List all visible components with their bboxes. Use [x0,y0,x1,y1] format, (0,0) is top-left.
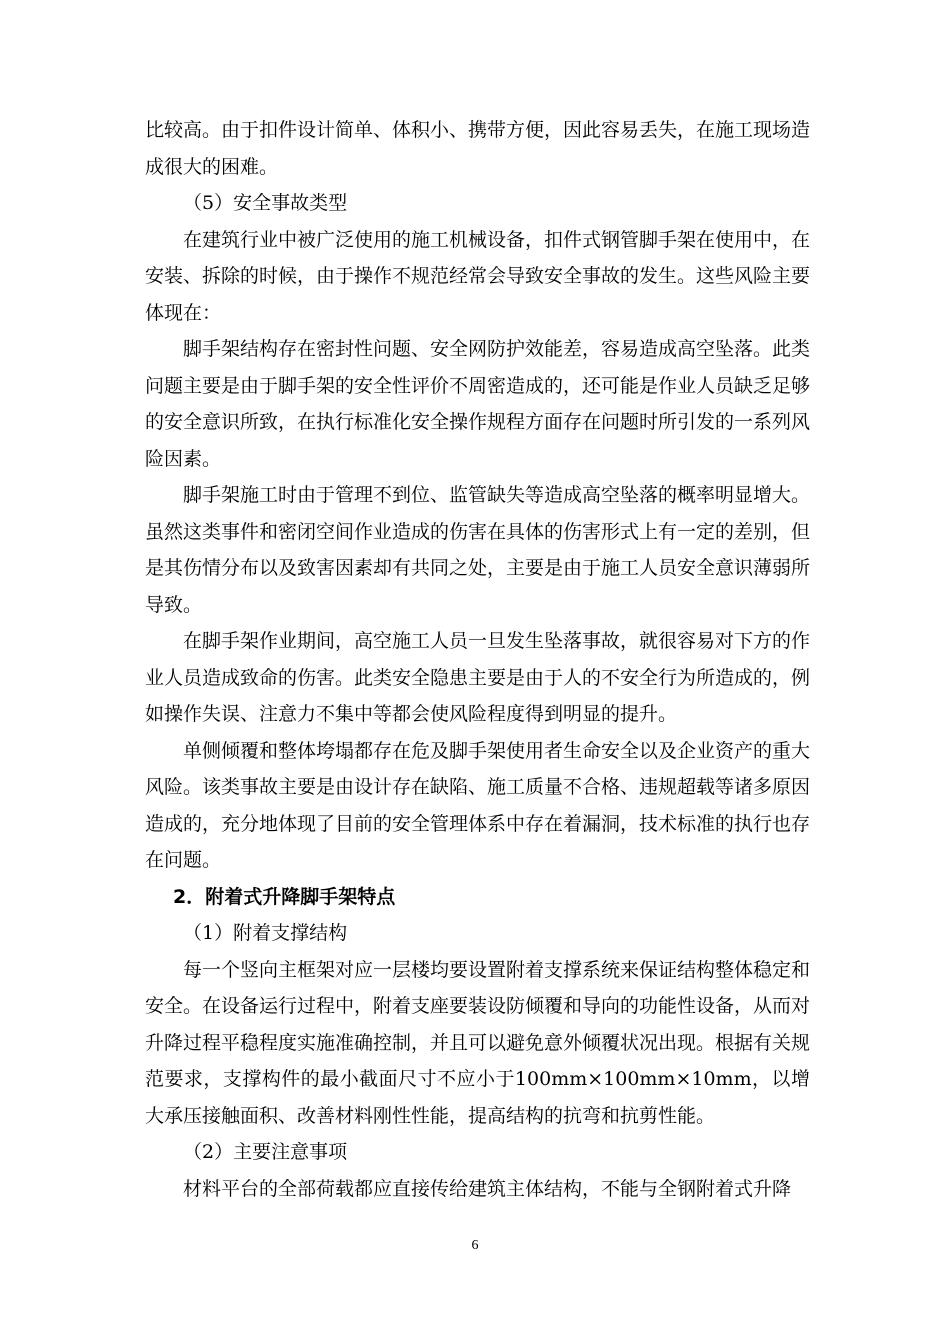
paragraph-continued: 比较高。由于扣件设计简单、体积小、携带方便，因此容易丢失，在施工现场造成很大的困难。 [145,119,811,178]
page-body [145,112,810,1207]
subheading-accident-types: （5）安全事故类型 [183,192,348,214]
paragraph-risk-sealing: 脚手架结构存在密封性问题、安全网防护效能差，容易造成高空坠落。此类问题主要是由于脚手架的安全性评价不周密造成的，还可能是作业人员缺乏足够的安全意识所致，在执行标准化安全操作规程方面存在问题时所引发的一系列风险因素。 [145,338,811,470]
paragraph-risk-collapse: 单侧倾覆和整体垮塌都存在危及脚手架使用者生命安全以及企业资产的重大风险。该类事故主要是由设计存在缺陷、施工质量不合格、违规超载等诸多原因造成的，充分地体现了目前的安全管理体系中存在着漏洞，技术标准的执行也存在问题。 [145,739,811,871]
subheading-support-structure: （1）附着支撑结构 [183,922,348,944]
paragraph-notes: 材料平台的全部荷载都应直接传给建筑主体结构，不能与全钢附着式升降 [183,1177,792,1200]
paragraph-intro-risks: 在建筑行业中被广泛使用的施工机械设备，扣件式钢管脚手架在使用中，在安装、拆除的时候，由于操作不规范经常会导致安全事故的发生。这些风险主要体现在： [145,228,811,324]
subheading-notes: （2）主要注意事项 [183,1141,348,1163]
paragraph-support-structure: 每一个竖向主框架对应一层楼均要设置附着支撑系统来保证结构整体稳定和安全。在设备运行过程中，附着支座要装设防倾覆和导向的功能性设备，从而对升降过程平稳程度实施准确控制，并且可以避免意外倾覆状况出现。根据有关规范要求，支撑构件的最小截面尺寸不应小于100mm×100mm×10mm，以增大承压接触面积、改善材料刚性性能，提高结构的抗弯和抗剪性能。 [145,958,811,1127]
paragraph-risk-falling: 在脚手架作业期间，高空施工人员一旦发生坠落事故，就很容易对下方的作业人员造成致命的伤害。此类安全隐患主要是由于人的不安全行为所造成的，例如操作失误、注意力不集中等都会使风险程度得到明显的提升。 [145,630,811,725]
section-heading-lifting-scaffold: 2．附着式升降脚手架特点 [173,885,396,908]
paragraph-risk-management: 脚手架施工时由于管理不到位、监管缺失等造成高空坠落的概率明显增大。虽然这类事件和密闭空间作业造成的伤害在具体的伤害形式上有一定的差别，但是其伤情分布以及致害因素却有共同之处，主要是由于施工人员安全意识薄弱所导致。 [145,484,811,616]
page-number: 6 [471,1238,479,1253]
